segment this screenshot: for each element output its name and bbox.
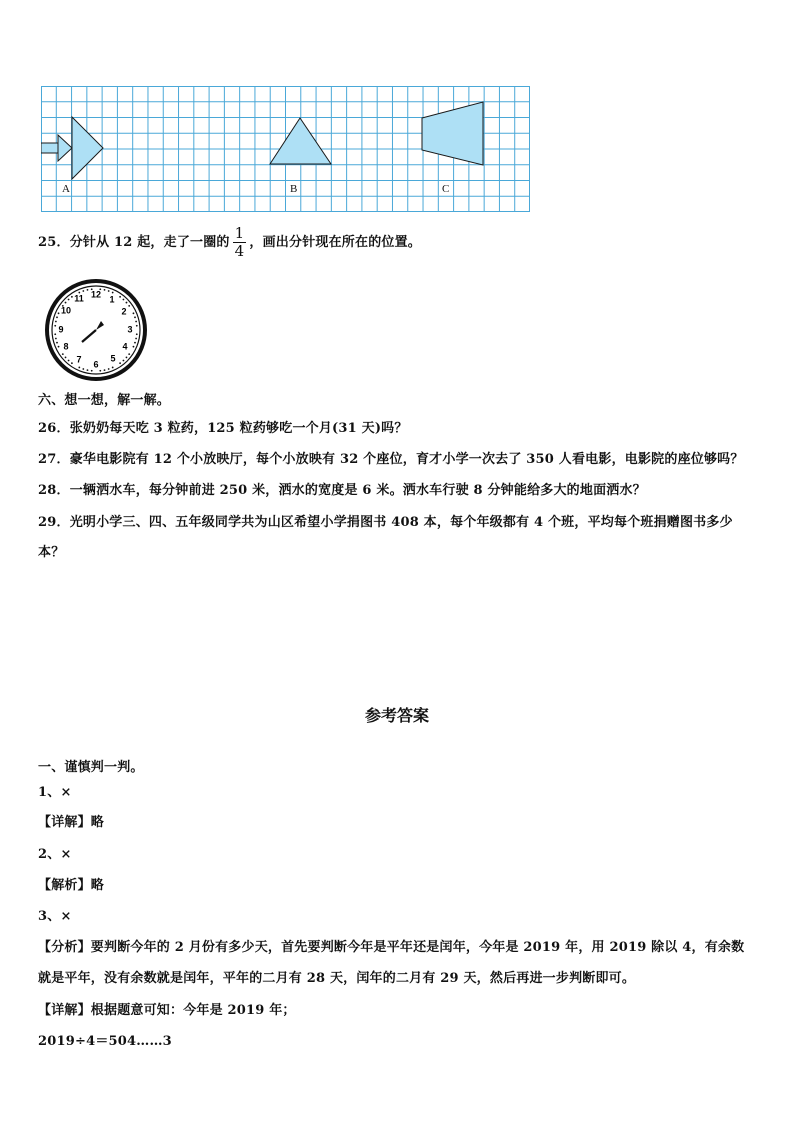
answer-2-detail: 【解析】略: [38, 878, 105, 893]
label-c: C: [442, 183, 450, 195]
grid-svg: [41, 86, 530, 212]
q25-prefix: 25．分针从 12 起，走了一圈的: [38, 235, 230, 250]
clock-minute-tick: [78, 367, 80, 369]
clock-minute-tick: [128, 305, 130, 307]
shape-a-arrow-shaft: [41, 143, 58, 153]
clock-face[interactable]: [44, 279, 148, 381]
fraction-numerator: 1: [234, 224, 245, 242]
clock-minute-tick: [126, 302, 128, 304]
label-a: A: [62, 183, 70, 195]
answer-3-detail: 【详解】根据题意可知：今年是 2019 年；: [38, 1003, 296, 1018]
clock-minute-tick: [87, 289, 89, 291]
clock-number-4: 4: [122, 341, 128, 352]
clock-minute-tick: [135, 321, 137, 323]
clock-number-10: 10: [60, 305, 72, 316]
clock-minute-tick: [62, 353, 64, 355]
clock-minute-tick: [108, 368, 110, 370]
clock-minute-tick: [134, 342, 136, 344]
question-25: [38, 226, 421, 259]
clock-minute-tick: [58, 346, 60, 348]
clock-minute-tick: [112, 367, 114, 369]
clock-minute-tick: [71, 296, 73, 298]
clock-number-6: 6: [93, 359, 99, 370]
clock-minute-tick: [58, 312, 60, 314]
fraction-one-quarter: [233, 226, 247, 259]
answer-3-analysis-line-1: 【分析】要判断今年的 2 月份有多少天，首先要判断今年是平年还是闰年，今年是 2019 年，用 2019 除以 4，有余数: [38, 940, 745, 955]
answers-section-1: 一、谨慎判一判。: [38, 760, 144, 775]
clock-minute-tick: [82, 368, 84, 370]
clock-number-12: 12: [90, 289, 102, 300]
clock-minute-tick: [87, 369, 89, 371]
clock-minute-tick: [133, 312, 135, 314]
shape-a-arrow-small-head: [58, 135, 72, 161]
clock-number-8: 8: [63, 341, 69, 352]
clock-number-7: 7: [76, 354, 82, 365]
q25-suffix: ，画出分针现在所在的位置。: [249, 235, 421, 250]
clock-minute-tick: [68, 299, 70, 301]
clock-minute-tick: [55, 338, 57, 340]
question-29-line-1: 29．光明小学三、四、五年级同学共为山区希望小学捐图书 408 本，每个年级都有 4 个班，平均每个班捐赠图书多少: [38, 515, 733, 530]
clock-minute-tick: [65, 357, 67, 359]
clock-minute-tick: [112, 292, 114, 294]
clock-minute-tick: [123, 299, 125, 301]
answer-3-analysis-line-2: 就是平年，没有余数就是闰年，平年的二月有 28 天，闰年的二月有 29 天，然后再进一步判断即可。: [38, 971, 636, 986]
question-26: 26．张奶奶每天吃 3 粒药，125 粒药够吃一个月(31 天)吗？: [38, 421, 408, 436]
clock-minute-tick: [54, 333, 56, 335]
clock-minute-tick: [65, 302, 67, 304]
answer-1: 1、×: [38, 785, 72, 800]
label-b: B: [290, 183, 298, 195]
clock-minute-tick: [119, 296, 121, 298]
clock-minute-tick: [108, 290, 110, 292]
clock-minute-tick: [71, 362, 73, 364]
clock-minute-tick: [119, 362, 121, 364]
clock-minute-tick: [99, 370, 101, 372]
question-27: 27．豪华电影院有 12 个小放映厅，每个小放映有 32 个座位，育才小学一次去了 350 人看电影，电影院的座位够吗？: [38, 452, 744, 467]
shape-b-triangle: [270, 118, 331, 164]
answers-title: 参考答案: [364, 706, 429, 725]
clock-minute-tick: [133, 346, 135, 348]
clock-number-3: 3: [127, 324, 133, 335]
clock-minute-tick: [91, 370, 93, 372]
question-29-line-2: 本？: [38, 545, 65, 560]
clock-hour-hand: [82, 321, 104, 342]
clock-minute-tick: [68, 360, 70, 362]
clock-minute-tick: [128, 353, 130, 355]
clock-number-1: 1: [109, 294, 115, 305]
clock-number-9: 9: [58, 324, 64, 335]
shape-a: [41, 117, 103, 179]
clock-minute-tick: [104, 289, 106, 291]
shape-a-arrow-big-head: [72, 117, 103, 179]
clock-minute-tick: [135, 338, 137, 340]
section-6-heading: 六、想一想，解一解。: [38, 393, 171, 408]
clock-minute-tick: [55, 321, 57, 323]
clock-number-5: 5: [110, 353, 116, 364]
clock-number-11: 11: [74, 293, 84, 304]
answer-2: 2、×: [38, 847, 72, 862]
clock-minute-tick: [56, 342, 58, 344]
answer-3-calc: 2019÷4＝504……3: [38, 1034, 172, 1049]
clock-minute-tick: [134, 316, 136, 318]
answer-1-detail: 【详解】略: [38, 815, 105, 830]
question-28: 28．一辆洒水车，每分钟前进 250 米，洒水的宽度是 6 米。洒水车行驶 8 分钟能给多大的地面洒水？: [38, 483, 646, 498]
clock-minute-tick: [123, 360, 125, 362]
clock-minute-tick: [54, 325, 56, 327]
clock-minute-tick: [82, 290, 84, 292]
clock-svg: [44, 279, 148, 381]
clock-minute-tick: [104, 369, 106, 371]
grid-figure: [41, 86, 530, 212]
fraction-denominator: 4: [234, 242, 245, 260]
clock-minute-tick: [56, 316, 58, 318]
clock-number-2: 2: [121, 306, 127, 317]
clock-minute-tick: [136, 333, 138, 335]
answer-3: 3、×: [38, 909, 72, 924]
clock-minute-tick: [126, 357, 128, 359]
shape-c-trapezoid: [422, 102, 483, 165]
clock-minute-tick: [136, 325, 138, 327]
